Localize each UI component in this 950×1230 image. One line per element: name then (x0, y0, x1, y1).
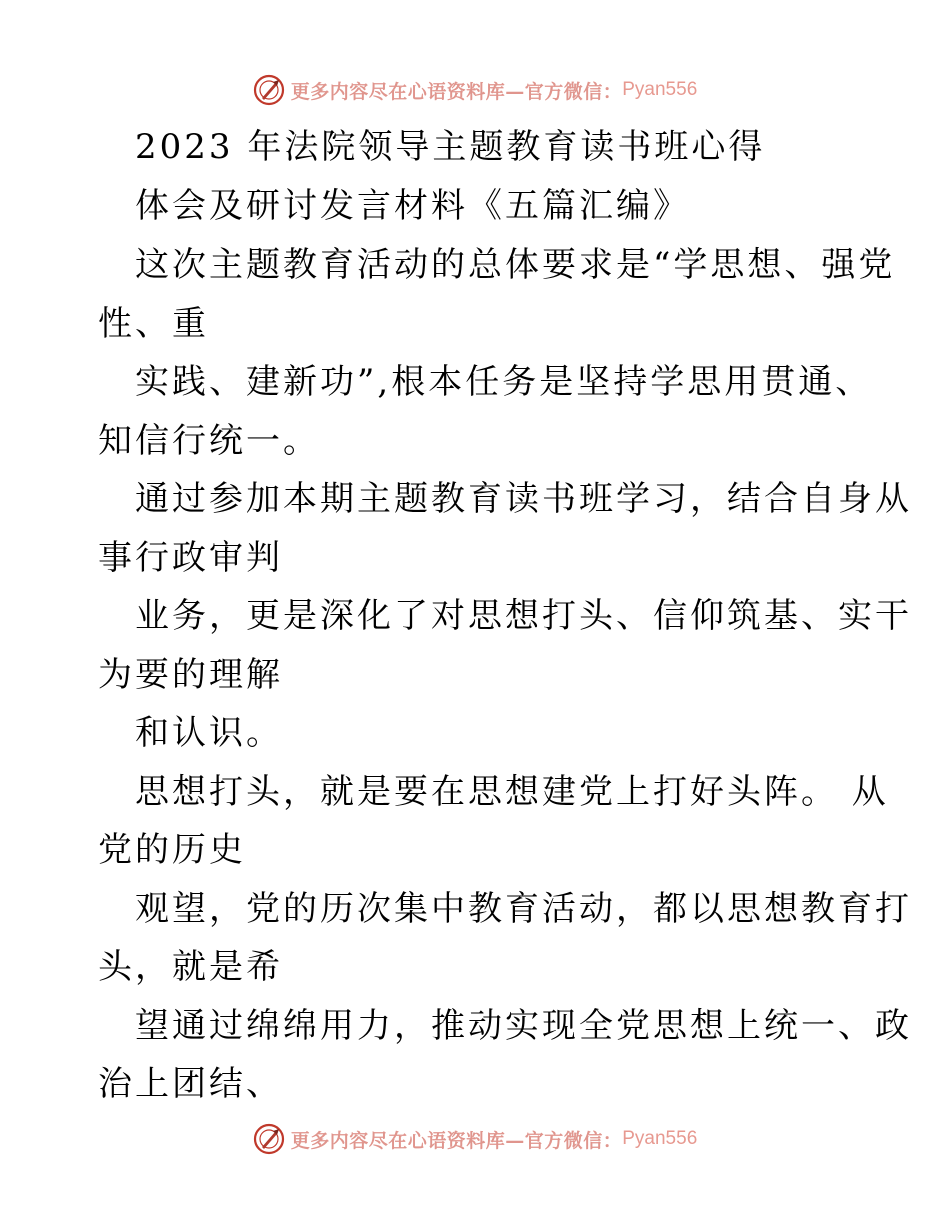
body-line: 和认识。 (135, 713, 283, 753)
body-line: 业务，更是深化了对思想打头、信仰筑基、实干 (135, 596, 912, 636)
body-line: 实践、建新功”,根本任务是坚持学思用贯通、 (135, 362, 873, 402)
body-line: 头，就是希 (98, 947, 283, 987)
title-line-1: 2023 年法院领导主题教育读书班心得 (135, 127, 766, 167)
footer-watermark (0, 1121, 950, 1157)
body-line: 知信行统一。 (98, 421, 320, 461)
watermark-wechat-id: Pyan556 (622, 79, 698, 100)
body-line: 通过参加本期主题教育读书班学习，结合自身从 (135, 479, 912, 519)
watermark-text: 更多内容尽在心语资料库—官方微信： (290, 80, 623, 103)
body-line: 观望，党的历次集中教育活动，都以思想教育打 (135, 889, 912, 929)
body-line: 思想打头，就是要在思想建党上打好头阵。 从 (135, 772, 889, 812)
body-line: 为要的理解 (98, 655, 283, 695)
quill-logo-icon (253, 74, 285, 106)
watermark-text: 更多内容尽在心语资料库—官方微信： (290, 1129, 623, 1152)
watermark-wechat-id: Pyan556 (622, 1128, 698, 1149)
body-line: 望通过绵绵用力，推动实现全党思想上统一、政 (135, 1006, 912, 1046)
body-line: 事行政审判 (98, 538, 283, 578)
header-watermark (0, 72, 950, 108)
quill-logo-icon (253, 1123, 285, 1155)
body-line: 这次主题教育活动的总体要求是“学思想、强党 (135, 245, 896, 285)
body-line: 性、重 (98, 304, 209, 344)
body-line: 治上团结、 (98, 1064, 283, 1104)
title-line-2: 体会及研讨发言材料《五篇汇编》 (135, 186, 690, 226)
body-line: 党的历史 (98, 830, 246, 870)
